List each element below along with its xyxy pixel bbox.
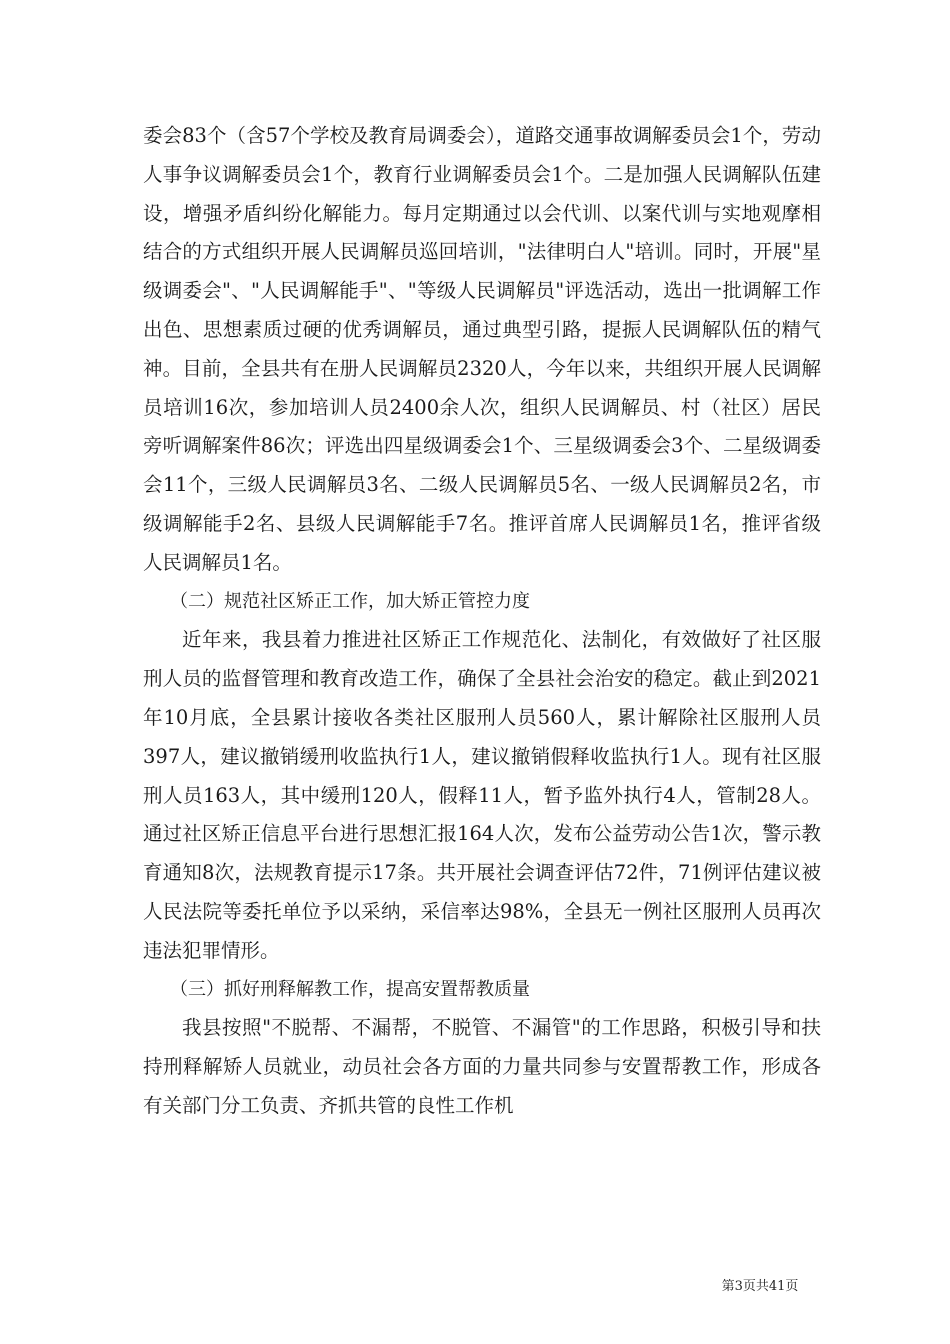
page-number-footer: 第3页共41页 bbox=[721, 1279, 799, 1294]
paragraph-community-correction: 近年来，我县着力推进社区矫正工作规范化、法制化，有效做好了社区服刑人员的监督管理和教育改造工作，确保了全县社会治安的稳定。截止到2021年10月底，全县累计接收各类社区服刑人员560人，累计解除社区服刑人员397人，建议撤销缓刑收监执行1人，建议撤销假释收监执行1人。现有社区服刑人员163人，其中缓刑120人，假释11人，暂予监外执行4人，管制28人。通过社区矫正信息平台进行思想汇报164人次，发布公益劳动公告1次，警示教育通知8次，法规教育提示17条。共开展社会调查评估72件，71例评估建议被人民法院等委托单位予以采纳，采信率达98%，全县无一例社区服刑人员再次违法犯罪情形。 bbox=[143, 628, 821, 962]
paragraph-mediation-committees: 委会83个（含57个学校及教育局调委会），道路交通事故调解委员会1个，劳动人事争议调解委员会1个，教育行业调解委员会1个。二是加强人民调解队伍建设，增强矛盾纠纷化解能力。每月定期通过以会代训、以案代训与实地观摩相结合的方式组织开展人民调解员巡回培训，"法律明白人"培训。同时，开展"星级调委会"、"人民调解能手"、"等级人民调解员"评选活动，选出一批调解工作出色、思想素质过硬的优秀调解员，通过典型引路，提振人民调解队伍的精气神。目前，全县共有在册人民调解员2320人，今年以来，共组织开展人民调解员培训16次，参加培训人员2400余人次，组织人民调解员、村（社区）居民旁听调解案件86次；评选出四星级调委会1个、三星级调委会3个、二星级调委会11个，三级人民调解员3名、二级人民调解员5名、一级人民调解员2名，市级调解能手2名、县级人民调解能手7名。推评首席人民调解员1名，推评省级人民调解员1名。 bbox=[143, 124, 821, 574]
section-heading-resettlement: （三）抓好刑释解教工作，提高安置帮教质量 bbox=[170, 978, 530, 1000]
section-heading-community-correction: （二）规范社区矫正工作，加大矫正管控力度 bbox=[170, 590, 530, 612]
document-body bbox=[143, 117, 821, 1126]
paragraph-resettlement: 我县按照"不脱帮、不漏帮，不脱管、不漏管"的工作思路，积极引导和扶持刑释解矫人员就业，动员社会各方面的力量共同参与安置帮教工作，形成各有关部门分工负责、齐抓共管的良性工作机 bbox=[143, 1016, 821, 1117]
